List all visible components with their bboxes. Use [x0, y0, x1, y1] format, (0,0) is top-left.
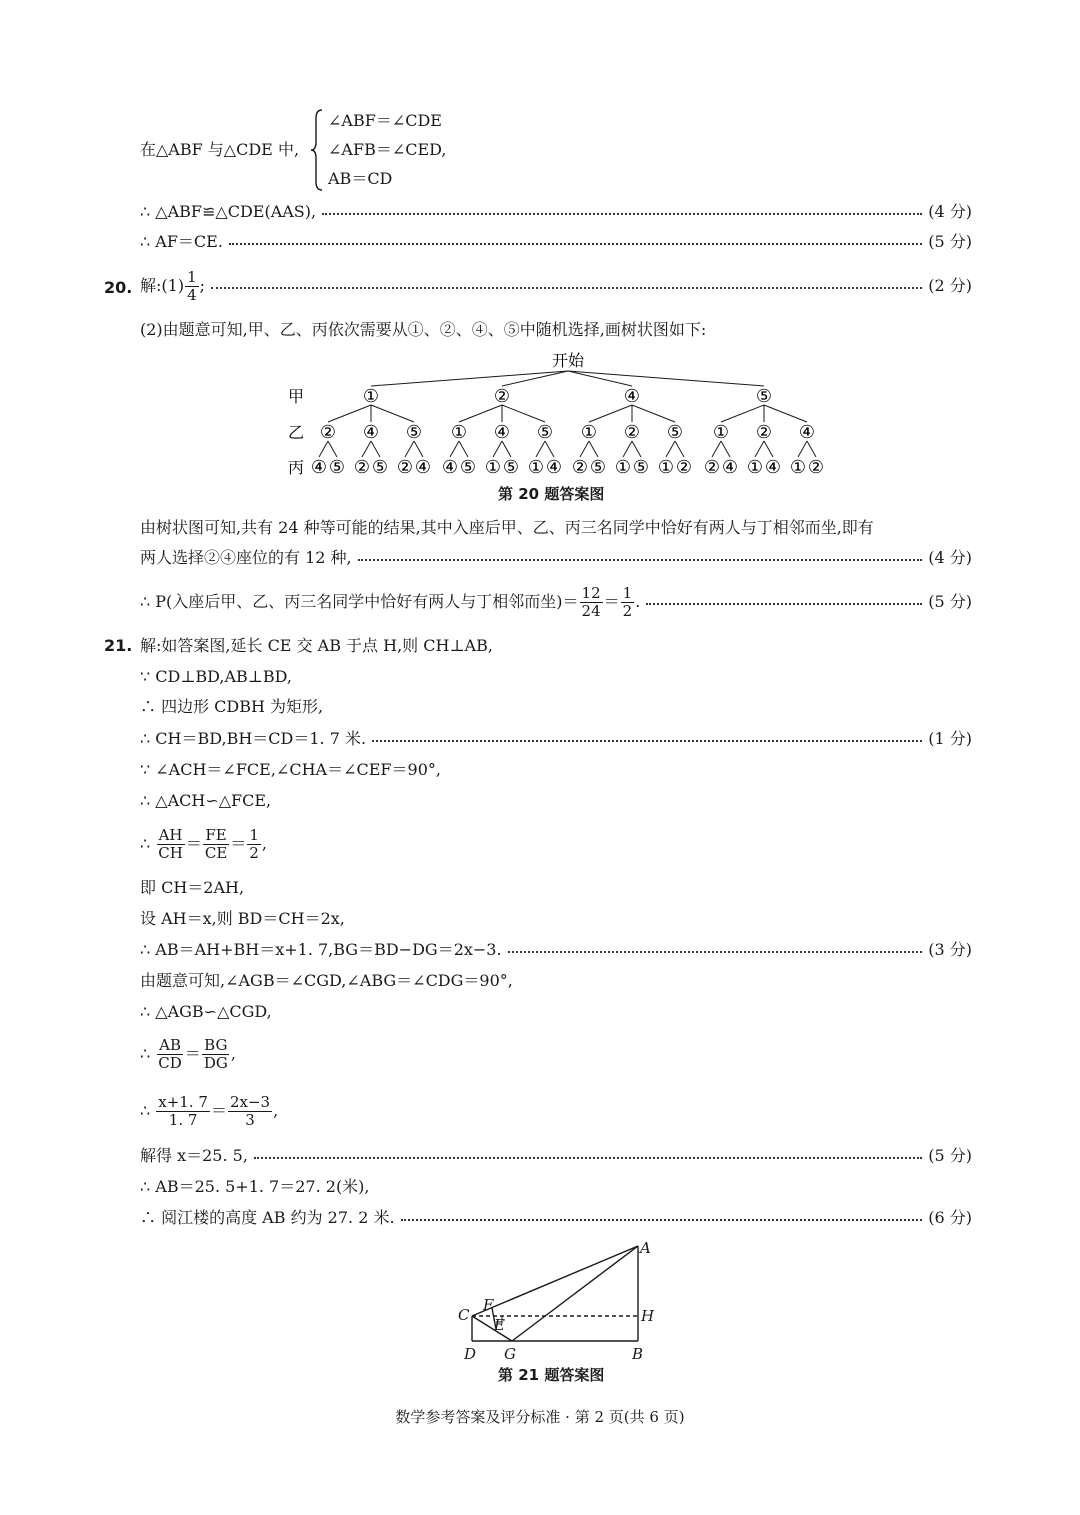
tree-branch [675, 441, 684, 457]
tree-diagram [280, 346, 840, 480]
tree-branch [632, 441, 641, 457]
tree-branch [493, 441, 502, 457]
tree-node-level3: ⑤ [459, 457, 477, 478]
step-line: 由题意可知,∠AGB＝∠CGD,∠ABG＝∠CDG＝90°, [140, 971, 513, 990]
tree-node-level2: ⑤ [666, 422, 684, 443]
step-line: ∴ △ABF≌△CDE(AAS), (4 分) [140, 199, 972, 225]
segment-ga [512, 1246, 638, 1341]
tree-node-level3: ② [353, 457, 371, 478]
score: (4 分) [928, 548, 972, 567]
step-line: ∴ $\frac{AH}{CH}$ ＝ $\frac{FE}{CE}$ ＝ $\frac{1}{2}$ , [140, 826, 267, 862]
dot-leader [211, 287, 922, 289]
tree-branch [755, 441, 764, 457]
tree-branch [666, 441, 675, 457]
label-f: F [483, 1296, 494, 1314]
part-2-text: (2)由题意可知,甲、乙、丙依次需要从①、②、④、⑤中随机选择,画树状图如下: [140, 320, 707, 339]
tree-branch [807, 441, 816, 457]
tree-node-level3: ② [571, 457, 589, 478]
tree-row-label: 乙 [287, 423, 305, 442]
tree-branch [721, 441, 730, 457]
tree-node-level2: ① [580, 422, 598, 443]
tree-node-level3: ⑤ [502, 457, 520, 478]
tree-branch [328, 441, 337, 457]
score: (6 分) [928, 1208, 972, 1227]
tree-node-level1: ④ [623, 386, 641, 407]
tree-node-level2: ⑤ [405, 422, 423, 443]
score: (3 分) [928, 940, 972, 959]
fraction: $\frac{BG}{DG}$ [203, 1036, 228, 1072]
tree-branch [319, 441, 328, 457]
step-line: ∴ CH＝BD,BH＝CD＝1. 7 米. (1 分) [140, 726, 972, 752]
score: (4 分) [928, 202, 972, 221]
tree-node-level3: ⑤ [632, 457, 650, 478]
segment-ca [472, 1246, 638, 1316]
tree-branch [405, 441, 414, 457]
tree-branch [589, 441, 598, 457]
fraction: $\frac{AH}{CH}$ [158, 826, 183, 862]
question-number: 21. [104, 636, 133, 655]
dot-leader [646, 603, 922, 605]
step-line: ∴ △ACH∽△FCE, [140, 791, 272, 810]
label-e: E [494, 1316, 505, 1334]
tree-node-level3: ④ [310, 457, 328, 478]
tree-branch [545, 441, 554, 457]
tree-row-label: 丙 [287, 458, 305, 477]
score: (5 分) [928, 232, 972, 251]
tree-node-level1: ① [362, 386, 380, 407]
step-line: 解:(1) $\frac{1}{4}$ ; (2 分) [140, 268, 972, 304]
tree-node-level3: ④ [764, 457, 782, 478]
step-line: ∴ 阅江楼的高度 AB 约为 27. 2 米. (6 分) [140, 1205, 972, 1231]
tree-branch [362, 441, 371, 457]
score: (2 分) [928, 276, 972, 295]
tree-branch [798, 441, 807, 457]
dot-leader [322, 213, 922, 215]
dot-leader [254, 1157, 922, 1159]
figure-20-caption: 第 20 题答案图 [498, 485, 605, 503]
fraction: $\frac{1}{4}$ [187, 268, 197, 304]
tree-branch [414, 441, 423, 457]
tree-row-label: 甲 [287, 387, 305, 406]
dot-leader [508, 951, 923, 953]
score: (1 分) [928, 729, 972, 748]
figure-21-caption: 第 21 题答案图 [498, 1366, 605, 1384]
tree-node-level2: ② [755, 422, 773, 443]
step-line: 解得 x＝25. 5, (5 分) [140, 1143, 972, 1169]
tree-node-level3: ④ [414, 457, 432, 478]
step-line: ∴ AB＝AH+BH＝x+1. 7,BG＝BD−DG＝2x−3. (3 分) [140, 937, 972, 963]
conditions-label: 在△ABF 与△CDE 中, [140, 140, 300, 159]
tree-branch [623, 441, 632, 457]
condition-1: ∠ABF＝∠CDE [328, 111, 442, 130]
tree-branch [632, 405, 675, 422]
tree-branch [502, 405, 545, 422]
tree-node-level3: ④ [545, 457, 563, 478]
tree-branch [328, 405, 371, 422]
page-footer: 数学参考答案及评分标准 · 第 2 页(共 6 页) [395, 1408, 685, 1426]
fraction: $\frac{1}{2}$ [622, 584, 633, 620]
step-line: ∴ AF＝CE. (5 分) [140, 229, 972, 255]
tree-node-level2: ① [712, 422, 730, 443]
step-line: ∴ $\frac{x+1. 7}{1. 7}$ ＝ $\frac{2x-3}{3}$ , [140, 1093, 279, 1129]
paragraph: 由树状图可知,共有 24 种等可能的结果,其中入座后甲、乙、丙三名同学中恰好有两人与丁相邻而坐,即有 [140, 518, 874, 537]
step-line: 设 AH＝x,则 BD＝CH＝2x, [140, 909, 345, 928]
condition-3: AB＝CD [328, 169, 393, 188]
step-line: 解:如答案图,延长 CE 交 AB 于点 H,则 CH⊥AB, [140, 636, 493, 655]
fraction: $\frac{2x-3}{3}$ [229, 1093, 271, 1129]
tree-branch [764, 405, 807, 422]
tree-node-level3: ① [746, 457, 764, 478]
tree-node-level3: ① [614, 457, 632, 478]
fraction: $\frac{1}{2}$ [249, 826, 259, 862]
score: (5 分) [928, 1146, 972, 1165]
segment-cg [472, 1316, 512, 1341]
tree-node-level3: ① [484, 457, 502, 478]
tree-node-level3: ② [807, 457, 825, 478]
tree-branch [371, 441, 380, 457]
tree-root: 开始 [551, 351, 585, 370]
step-line: ∵ ∠ACH＝∠FCE,∠CHA＝∠CEF＝90°, [140, 760, 441, 779]
tree-node-level3: ⑤ [328, 457, 346, 478]
step-line: ∴ P(入座后甲、乙、丙三名同学中恰好有两人与丁相邻而坐)＝ $\frac{12}{24}$ ＝ $\frac{1}{2}$ . (5 分) [140, 584, 972, 620]
label-d: D [464, 1345, 477, 1363]
tree-node-level1: ② [493, 386, 511, 407]
tree-branch [371, 371, 568, 386]
tree-node-level1: ⑤ [755, 386, 773, 407]
tree-node-level3: ⑤ [371, 457, 389, 478]
fraction: $\frac{12}{24}$ [581, 584, 601, 620]
fraction: $\frac{x+1. 7}{1. 7}$ [158, 1093, 208, 1129]
tree-node-level3: ① [657, 457, 675, 478]
label-b: B [632, 1345, 644, 1363]
tree-branch [459, 441, 468, 457]
tree-node-level3: ⑤ [589, 457, 607, 478]
congruence-conditions [140, 108, 540, 192]
tree-branch [589, 405, 632, 422]
score: (5 分) [928, 592, 972, 611]
tree-branch [536, 441, 545, 457]
dot-leader [358, 559, 923, 561]
dot-leader [229, 243, 922, 245]
step-line: ∴ 四边形 CDBH 为矩形, [140, 697, 324, 716]
question-number: 20. [104, 278, 133, 297]
dot-leader [401, 1219, 923, 1221]
tree-branch [712, 441, 721, 457]
tree-node-level2: ① [450, 422, 468, 443]
label-c: C [458, 1306, 470, 1324]
tree-branch [450, 441, 459, 457]
tree-node-level3: ② [396, 457, 414, 478]
label-a: A [640, 1239, 651, 1257]
tree-node-level3: ② [675, 457, 693, 478]
fraction: $\frac{AB}{CD}$ [158, 1036, 182, 1072]
tree-branch [502, 441, 511, 457]
dot-leader [372, 740, 922, 742]
tree-node-level2: ④ [362, 422, 380, 443]
tree-node-level2: ② [623, 422, 641, 443]
step-line: 即 CH＝2AH, [140, 878, 245, 897]
tree-node-level2: ④ [493, 422, 511, 443]
step-line: ∴ $\frac{AB}{CD}$ ＝ $\frac{BG}{DG}$ , [140, 1036, 236, 1072]
fraction: $\frac{FE}{CE}$ [204, 826, 228, 862]
step-line: ∵ CD⊥BD,AB⊥BD, [140, 667, 292, 686]
tree-node-level2: ⑤ [536, 422, 554, 443]
tree-branch [371, 405, 414, 422]
tree-node-level3: ① [527, 457, 545, 478]
tree-branch [580, 441, 589, 457]
tree-branch [721, 405, 764, 422]
tree-node-level3: ④ [441, 457, 459, 478]
tree-node-level3: ② [703, 457, 721, 478]
tree-branch [568, 371, 764, 386]
tree-node-level2: ② [319, 422, 337, 443]
tree-branch [764, 441, 773, 457]
condition-2: ∠AFB＝∠CED, [328, 140, 447, 159]
step-line: ∴ △AGB∽△CGD, [140, 1002, 272, 1021]
step-line: ∴ AB＝25. 5+1. 7＝27. 2(米), [140, 1177, 370, 1196]
figure-21-geometry [450, 1232, 670, 1366]
tree-node-level3: ④ [721, 457, 739, 478]
tree-node-level2: ④ [798, 422, 816, 443]
label-g: G [504, 1345, 516, 1363]
left-brace [310, 108, 324, 192]
label-h: H [641, 1307, 655, 1325]
tree-branch [459, 405, 502, 422]
tree-node-level3: ① [789, 457, 807, 478]
step-line: 两人选择②④座位的有 12 种, (4 分) [140, 545, 972, 571]
